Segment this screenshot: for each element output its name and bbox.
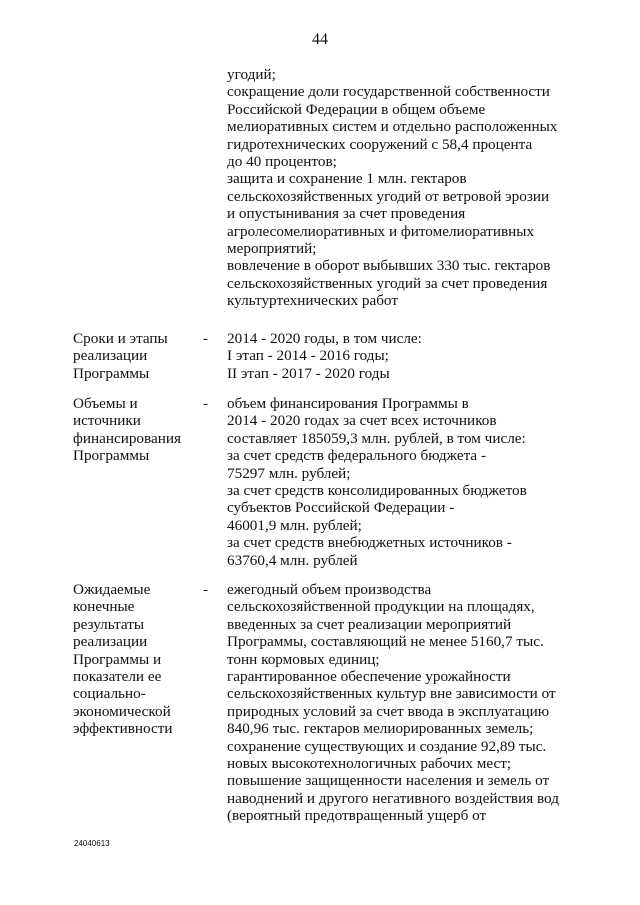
value-line: наводнений и другого негативного воздействия вод (227, 789, 559, 807)
value-line: гарантированное обеспечение урожайности (227, 668, 511, 686)
value-line: природных условий за счет ввода в эксплуатацию (227, 702, 550, 720)
page-number: 44 (312, 31, 328, 48)
value-line: 2014 - 2020 годы, в том числе: (227, 330, 422, 347)
label-line: финансирования (73, 429, 181, 447)
value-line: составляет 185059,3 млн. рублей, в том числе: (227, 429, 526, 447)
value-line: повышение защищенности населения и земель от (227, 772, 550, 790)
footer-code: 24040613 (74, 839, 110, 848)
section-label-funding (73, 395, 181, 465)
label-line: Программы (73, 447, 150, 465)
label-line: эффективности (73, 720, 173, 738)
value-line: сельскохозяйственной продукции на площадях, (227, 598, 535, 616)
value-line: за счет средств внебюджетных источников - (227, 534, 512, 552)
value-line: тонн кормовых единиц; (227, 650, 380, 668)
text-line: Российской Федерации в общем объеме (227, 100, 486, 118)
label-line: Ожидаемые (73, 581, 151, 598)
section-dash: - (203, 330, 209, 347)
text-line: защита и сохранение 1 млн. гектаров (227, 170, 467, 188)
value-line: субъектов Российской Федерации - (227, 499, 455, 517)
text-line: мероприятий; (227, 240, 317, 258)
label-line: реализации (73, 347, 148, 365)
section-dash: - (203, 581, 209, 598)
section-dash: - (203, 395, 209, 412)
label-line: Сроки и этапы (73, 330, 168, 347)
label-line: Программы (73, 364, 150, 382)
value-line: 2014 - 2020 годах за счет всех источников (227, 412, 497, 430)
section-label-timeline (73, 330, 168, 382)
value-line: за счет средств федерального бюджета - (227, 447, 487, 465)
value-line: I этап - 2014 - 2016 годы; (227, 347, 389, 365)
text-line: сокращение доли государственной собственности (227, 83, 550, 101)
text-line: сельскохозяйственных угодий за счет проведения (227, 274, 548, 292)
label-line: результаты (73, 615, 145, 633)
section-value-funding (227, 395, 527, 569)
value-line: сохранение существующих и создание 92,89 тыс. (227, 737, 547, 755)
label-line: источники (73, 412, 141, 430)
label-line: показатели ее (73, 668, 162, 686)
text-line: до 40 процентов; (227, 153, 337, 171)
text-line: и опустынивания за счет проведения (227, 205, 466, 223)
value-line: 46001,9 млн. рублей; (227, 516, 362, 534)
value-line: 75297 млн. рублей; (227, 464, 351, 482)
value-line: 840,96 тыс. гектаров мелиорированных земель; (227, 720, 534, 738)
value-line: 63760,4 млн. рублей (227, 551, 358, 569)
label-line: реализации (73, 633, 148, 651)
section-value-timeline (227, 330, 422, 382)
text-line: вовлечение в оборот выбывших 330 тыс. гектаров (227, 257, 551, 275)
text-line: сельскохозяйственных угодий от ветровой эрозии (227, 187, 550, 205)
value-line: объем финансирования Программы в (227, 395, 469, 412)
section-value-results (227, 581, 559, 825)
text-line: мелиоративных систем и отдельно расположенных (227, 118, 558, 136)
value-line: (вероятный предотвращенный ущерб от (227, 807, 487, 825)
value-line: введенных за счет реализации мероприятий (227, 615, 512, 633)
label-line: экономической (73, 702, 171, 720)
value-line: ежегодный объем производства (227, 581, 432, 598)
value-line: за счет средств консолидированных бюджетов (227, 482, 527, 500)
value-line: II этап - 2017 - 2020 годы (227, 364, 390, 382)
label-line: Программы и (73, 650, 162, 668)
label-line: социально- (73, 685, 146, 703)
intro-text (227, 66, 557, 310)
value-line: сельскохозяйственных культур вне зависимости от (227, 685, 556, 703)
label-line: Объемы и (73, 395, 138, 412)
text-line: гидротехнических сооружений с 58,4 процента (227, 135, 533, 153)
value-line: Программы, составляющий не менее 5160,7 тыс. (227, 633, 544, 651)
section-label-results (73, 581, 172, 738)
label-line: конечные (73, 598, 135, 616)
value-line: новых высокотехнологичных рабочих мест; (227, 755, 512, 773)
text-line: культуртехнических работ (227, 292, 398, 310)
text-line: агролесомелиоративных и фитомелиоративных (227, 222, 535, 240)
text-line: угодий; (227, 66, 276, 83)
